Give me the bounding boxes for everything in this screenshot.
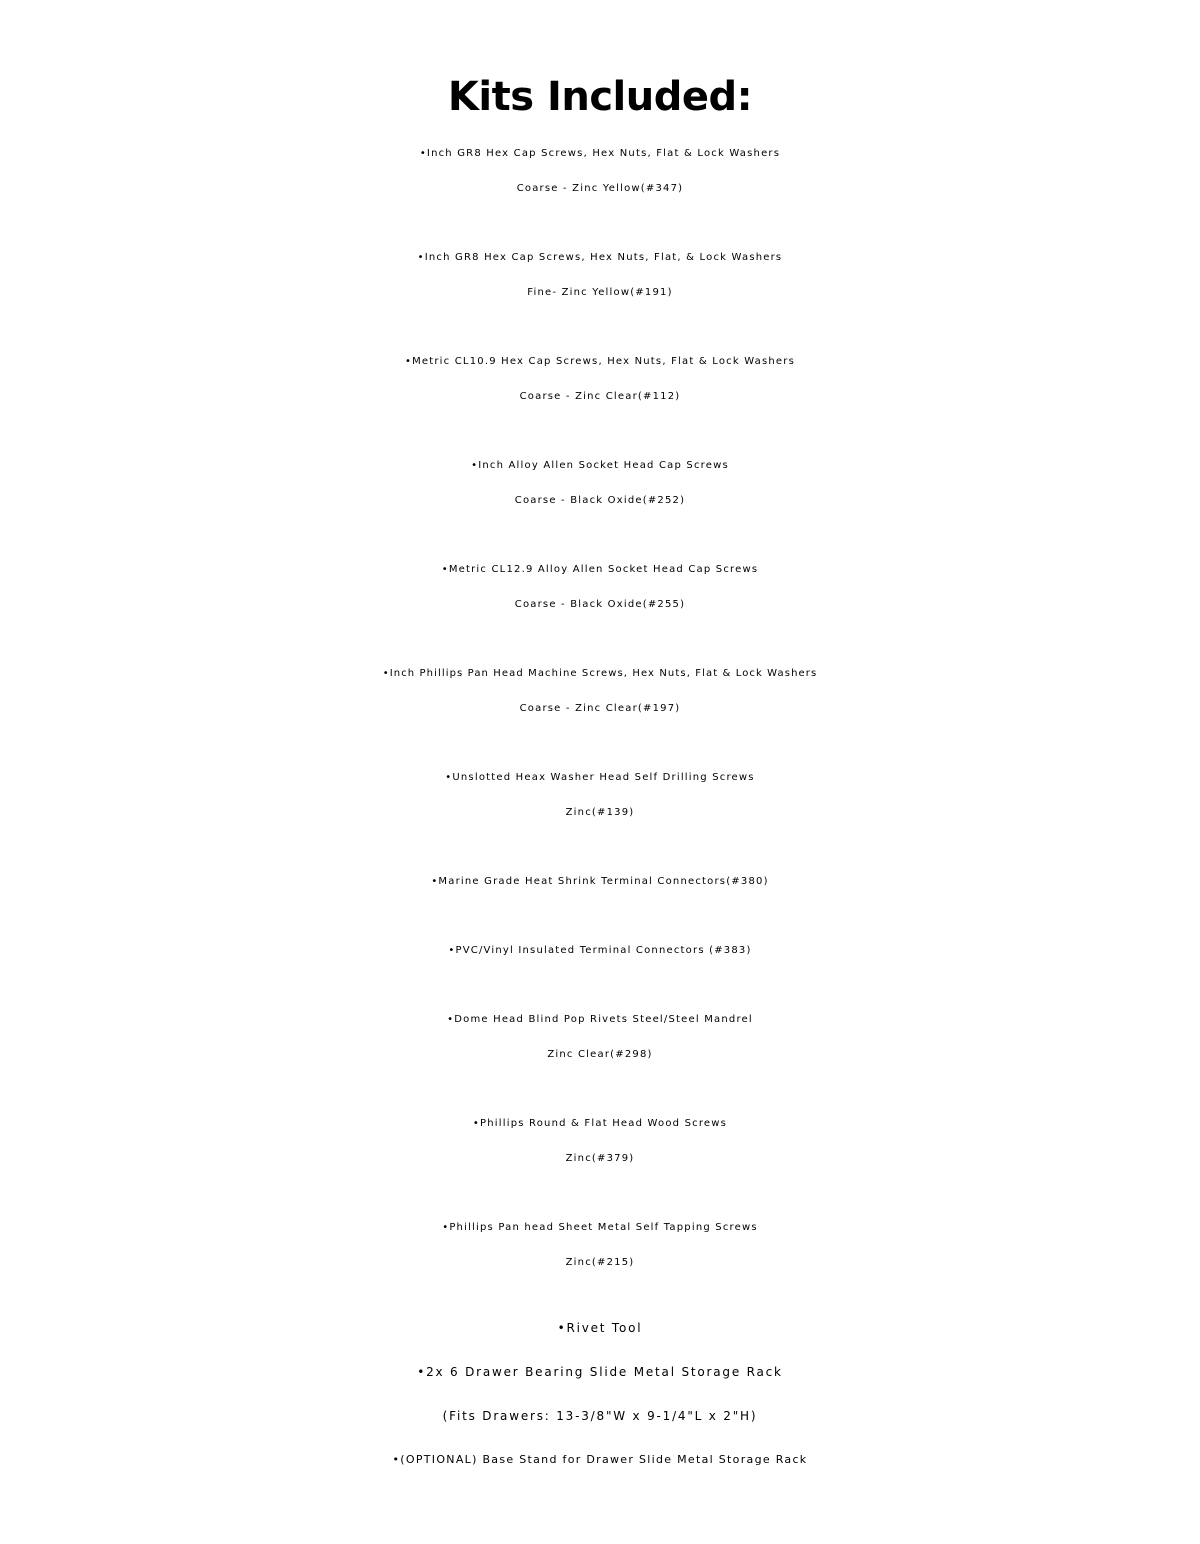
kit-name: •Metric CL12.9 Alloy Allen Socket Head Cap Screws — [441, 564, 759, 575]
kit-item — [0, 344, 1200, 414]
extra-item-base-stand — [0, 1438, 1200, 1482]
storage-rack-label: •2x 6 Drawer Bearing Slide Metal Storage Rack — [417, 1365, 783, 1379]
kit-detail: Coarse - Black Oxide(#255) — [514, 599, 686, 610]
kit-detail: Coarse - Black Oxide(#252) — [514, 495, 686, 506]
kit-name: •Inch GR8 Hex Cap Screws, Hex Nuts, Flat & Lock Washers — [419, 148, 781, 159]
kit-name: •PVC/Vinyl Insulated Terminal Connectors (#383) — [448, 945, 752, 956]
kit-name: •Inch Phillips Pan Head Machine Screws, Hex Nuts, Flat & Lock Washers — [382, 668, 818, 679]
kit-item — [0, 136, 1200, 206]
kit-item — [0, 1210, 1200, 1280]
rivet-tool-label: •Rivet Tool — [557, 1321, 643, 1335]
kit-item — [0, 240, 1200, 310]
kit-list — [0, 136, 1200, 1280]
kit-item — [0, 552, 1200, 622]
kit-detail: Coarse - Zinc Clear(#197) — [519, 703, 681, 714]
kit-detail: Coarse - Zinc Clear(#112) — [519, 391, 681, 402]
kit-name: •Phillips Round & Flat Head Wood Screws — [472, 1118, 728, 1129]
kit-name: •Marine Grade Heat Shrink Terminal Connectors(#380) — [431, 876, 769, 887]
kit-name: •Inch GR8 Hex Cap Screws, Hex Nuts, Flat, & Lock Washers — [417, 252, 783, 263]
extra-item-storage-rack — [0, 1350, 1200, 1438]
kit-name: •Inch Alloy Allen Socket Head Cap Screws — [471, 460, 729, 471]
storage-rack-fit: (Fits Drawers: 13-3/8"W x 9-1/4"L x 2"H) — [442, 1409, 758, 1423]
kit-detail: Zinc(#215) — [565, 1257, 635, 1268]
kit-name: •Dome Head Blind Pop Rivets Steel/Steel Mandrel — [447, 1014, 753, 1025]
kit-name: •Unslotted Heax Washer Head Self Drilling Screws — [445, 772, 755, 783]
kit-detail: Zinc Clear(#298) — [547, 1049, 653, 1060]
kit-item — [0, 864, 1200, 899]
extra-item-rivet-tool — [0, 1306, 1200, 1350]
kit-item — [0, 1106, 1200, 1176]
kit-name: •Metric CL10.9 Hex Cap Screws, Hex Nuts, Flat & Lock Washers — [404, 356, 796, 367]
kit-item — [0, 760, 1200, 830]
extras-list — [0, 1306, 1200, 1482]
kit-detail: Coarse - Zinc Yellow(#347) — [516, 183, 684, 194]
kit-detail: Fine- Zinc Yellow(#191) — [527, 287, 673, 298]
base-stand-label: •(OPTIONAL) Base Stand for Drawer Slide Metal Storage Rack — [392, 1453, 808, 1466]
kit-item — [0, 656, 1200, 726]
kit-detail: Zinc(#139) — [565, 807, 635, 818]
kit-item — [0, 448, 1200, 518]
page-title: Kits Included: — [447, 73, 753, 120]
kit-item — [0, 933, 1200, 968]
kit-detail: Zinc(#379) — [565, 1153, 635, 1164]
kit-name: •Phillips Pan head Sheet Metal Self Tapping Screws — [442, 1222, 758, 1233]
kit-item — [0, 1002, 1200, 1072]
